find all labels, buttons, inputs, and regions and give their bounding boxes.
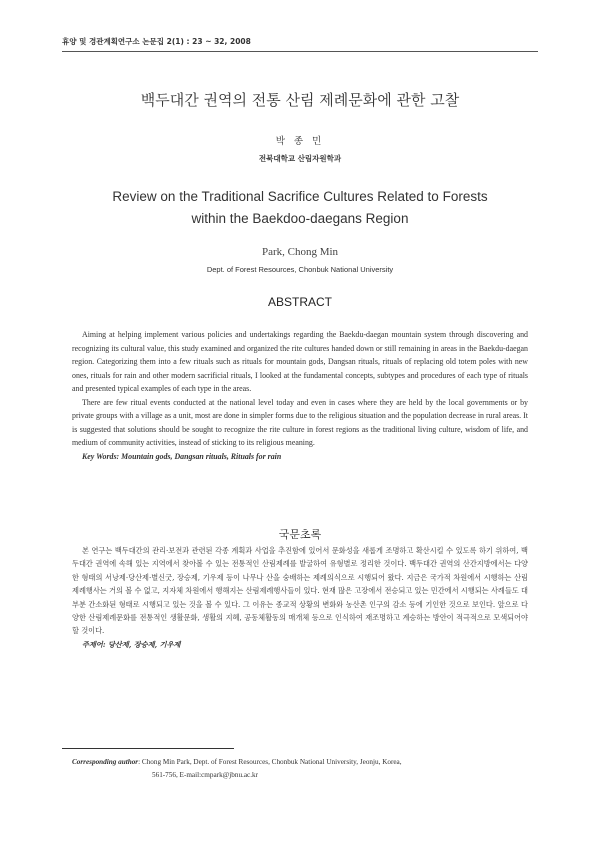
korean-abstract-body [72,544,528,651]
korean-abstract-keywords: 주제어: 당산제, 장승제, 기우제 [82,639,181,649]
english-affiliation: Dept. of Forest Resources, Chonbuk National University [206,265,394,274]
header-rule [62,51,538,52]
abstract-heading: ABSTRACT [267,295,332,309]
journal-header: 휴양 및 경관계획연구소 논문집 2(1) : 23 ~ 32, 2008 [62,37,251,46]
korean-author: 박 종 민 [275,136,325,147]
abstract-body [72,328,528,463]
english-title-line1: Review on the Traditional Sacrifice Cultures Related to Forests [112,189,488,204]
korean-affiliation: 전북대학교 산림자원학과 [258,154,342,163]
footnote-text-continued: 561-756, E-mail:cmpark@jbnu.ac.kr [152,770,259,779]
footnote [72,756,528,781]
korean-abstract-paragraph: 본 연구는 백두대간의 관리·보전과 관련된 각종 계획과 사업을 추진함에 있어서 문화성을 새롭게 조명하고 확산시킬 수 있도록 하기 위하여, 백두대간 권역에 속해 있는 지역에서 찾아볼 수 있는 전통적인 산림제례를 발굴하여 유형별로 정리한 것이다. 백두대간 권역의 산간지방에서는 다양한 형태의 서낭제·당산제·별신굿, 장승제, 기우제 등이 나무나 산을 숭배하는 제례의식으로 시행되어 왔다. 지금은 국가적 차원에서 시행하는 산림제례행사는 거의 볼 수 없고, 지자체 차원에서 행해지는 산림제례행사들이 있다. 현재 많은 고장에서 전승되고 있는 민간에서 시행되는 사례들도 대부분 간소화된 형태로 시행되고 있는 것을 볼 수 있다. 그 이유는 종교적 상황의 변화와 농산촌 인구의 감소 등에 기인한 것으로 보인다. 앞으로 다양한 산림제례문화를 전통적인 생활문화, 생활의 지혜, 공동체활동의 매개체 등으로 인식하여 재조명하고 계승하는 방안이 적극적으로 모색되어야 할 것이다. [72,546,528,636]
korean-abstract-heading: 국문초록 [278,528,322,541]
english-title [0,186,600,230]
korean-title: 백두대간 권역의 전통 산림 제례문화에 관한 고찰 [140,91,460,109]
abstract-keywords: Key Words: Mountain gods, Dangsan rituals, Rituals for rain [82,451,282,461]
footnote-text: : Chong Min Park, Dept. of Forest Resources, Chonbuk National University, Jeonju, Korea, [138,758,402,766]
abstract-paragraph-1: Aiming at helping implement various policies and undertakings regarding the Baekdu-daegan mountain system through discovering and recognizing its cultural value, this study examined and organized the rite cultures handed down or still remaining in areas in the Baekdu-daegan region. Categorizing them into a few rituals such as rituals for mountain gods, Dangsan rituals, rituals of replacing old totem poles with new ones, rituals for rain and other modern sacrificial rituals, I looked at the fundamental concepts, subtypes and procedures of each type of rituals and presented typical examples of each type in the areas. [72,330,528,393]
abstract-paragraph-2: There are few ritual events conducted at the national level today and even in cases where they are held by the local governments or by private groups with a village as a unit, most are done in simpler forms due to the religious situation and the population decrease in rural areas. It is suggested that solutions should be sought to recognize the rite culture in forest regions as the traditional living culture, wisdom of life, and medium of community activities, instead of sticking to its religious meaning. [72,397,528,447]
footnote-rule [62,748,234,749]
english-title-line2: within the Baekdoo-daegans Region [191,211,409,226]
footnote-label: Corresponding author [72,758,139,766]
english-author: Park, Chong Min [261,246,339,258]
